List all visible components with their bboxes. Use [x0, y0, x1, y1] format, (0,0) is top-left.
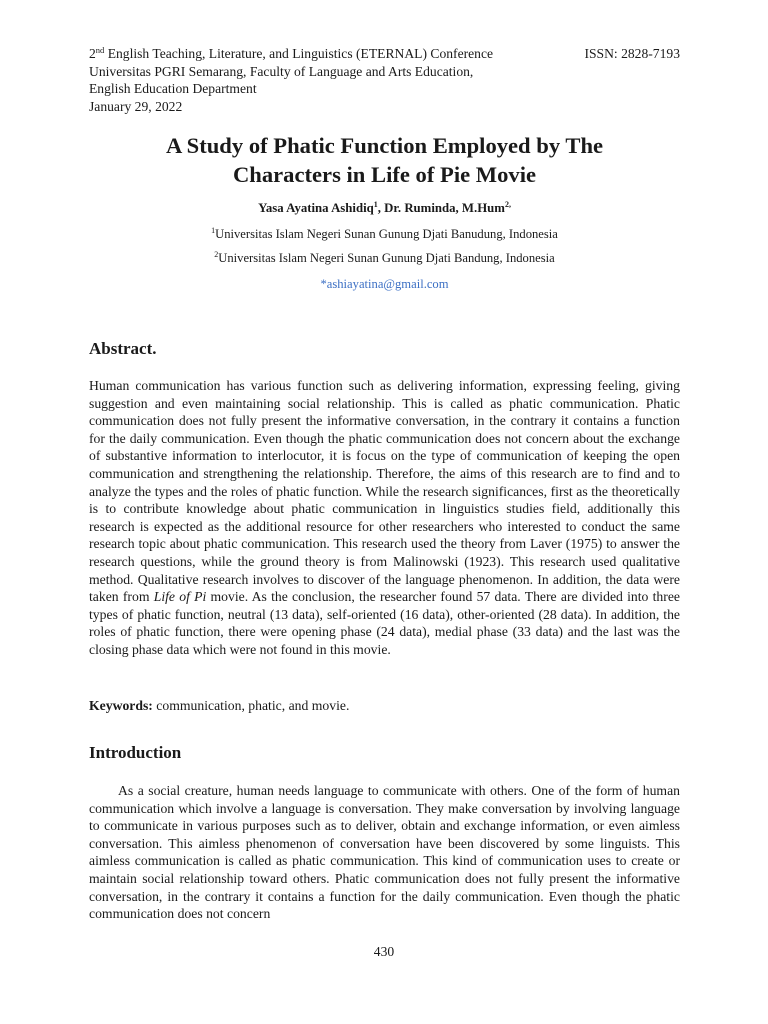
keywords-text: communication, phatic, and movie.	[152, 698, 350, 713]
affiliation-2-marker: 2	[214, 250, 219, 259]
abstract-heading: Abstract.	[89, 339, 157, 358]
affiliation-2	[89, 250, 680, 266]
affiliation-1-text: Universitas Islam Negeri Sunan Gunung Djati Banudung, Indonesia	[215, 227, 558, 241]
introduction-heading: Introduction	[89, 743, 182, 762]
header-line-university: Universitas PGRI Semarang, Faculty of Language and Arts Education,	[89, 63, 474, 79]
conference-header	[89, 45, 680, 115]
corresponding-email-link[interactable]: *ashiayatina@gmail.com	[320, 277, 449, 291]
author-1-affiliation-marker: 1	[373, 200, 378, 209]
title-line-1: A Study of Phatic Function Employed by The	[165, 133, 604, 158]
affiliation-1-marker: 1	[211, 226, 216, 235]
conference-ordinal: 2	[89, 46, 96, 61]
title-line-2: Characters in Life of Pie Movie	[232, 162, 537, 187]
abstract-text-part-2: movie. As the conclusion, the researcher found 57 data. There are divided into three types of phatic function, neutral (13 data), self-oriented (16 data), other-oriented (28 data). In addition, the roles of phatic function, there were opening phase (24 data), medial phase (33 data) and the last was the closing phase data which were not found in this movie.	[89, 589, 680, 657]
author-1-name: Yasa Ayatina Ashidiq	[258, 201, 374, 215]
keywords-line	[89, 697, 680, 715]
conference-name: English Teaching, Literature, and Linguistics (ETERNAL) Conference	[104, 46, 494, 61]
introduction-paragraph: As a social creature, human needs language to communicate with others. One of the form of human communication which involve a language is conversation. They make conversation by involving language to communicate in various purposes such as to deliver, obtain and exchange information, or even aimless conversation. This aimless phenomenon of conversation have been discovered by some linguists. This aimless communication is called as phatic communication. This kind of communication uses to create or maintain social relationship toward others. Phatic communication does not fully present the informative conversation, in the contrary it contains a function for the daily communication. Even though the phatic communication does not concern	[89, 783, 680, 922]
issn-label: ISSN: 2828-7193	[584, 46, 680, 61]
header-date: January 29, 2022	[89, 98, 183, 114]
affiliation-1	[89, 226, 680, 242]
abstract-text-part-1: Human communication has various function such as delivering information, expressing feeling, giving suggestion and even maintaining social relationship. This is called as phatic communication. Phatic communication does not fully present the informative conversation, in the contrary it contains a function for the daily communication. Even though the phatic communication does not concern about the exchange of substantive information to interlocutor, it is focus on the type of communication of keeping the open communication and strengthening the relationship. Therefore, the aims of this research are to find and to analyze the types and the roles of phatic function. While the research significances, first as the theoretically is to contribute knowledge about phatic communication in linguistics studies field, additionally this research is expected as the additional resource for other researchers who interested to conduct the same research topic about phatic communication. This research used the theory from Laver (1975) to answer the research questions, while the ground theory is from Malinowski (1923). This research used qualitative method. Qualitative research involves to discover of the language phenomenon. In addition, the data were taken from	[89, 378, 680, 605]
abstract-movie-title: Life of Pi	[153, 589, 207, 605]
author-2-affiliation-marker: 2,	[504, 200, 511, 209]
keywords-label: Keywords:	[89, 698, 153, 713]
affiliation-2-text: Universitas Islam Negeri Sunan Gunung Djati Bandung, Indonesia	[218, 251, 555, 265]
author-2-name: Dr. Ruminda, M.Hum	[384, 201, 505, 215]
abstract-body	[89, 377, 680, 659]
author-list	[89, 200, 680, 216]
page-number: 430	[373, 944, 395, 959]
paper-title	[89, 131, 680, 189]
conference-ordinal-suffix: nd	[95, 45, 105, 55]
author-separator: ,	[377, 201, 385, 215]
header-line-department: English Education Department	[89, 81, 257, 96]
